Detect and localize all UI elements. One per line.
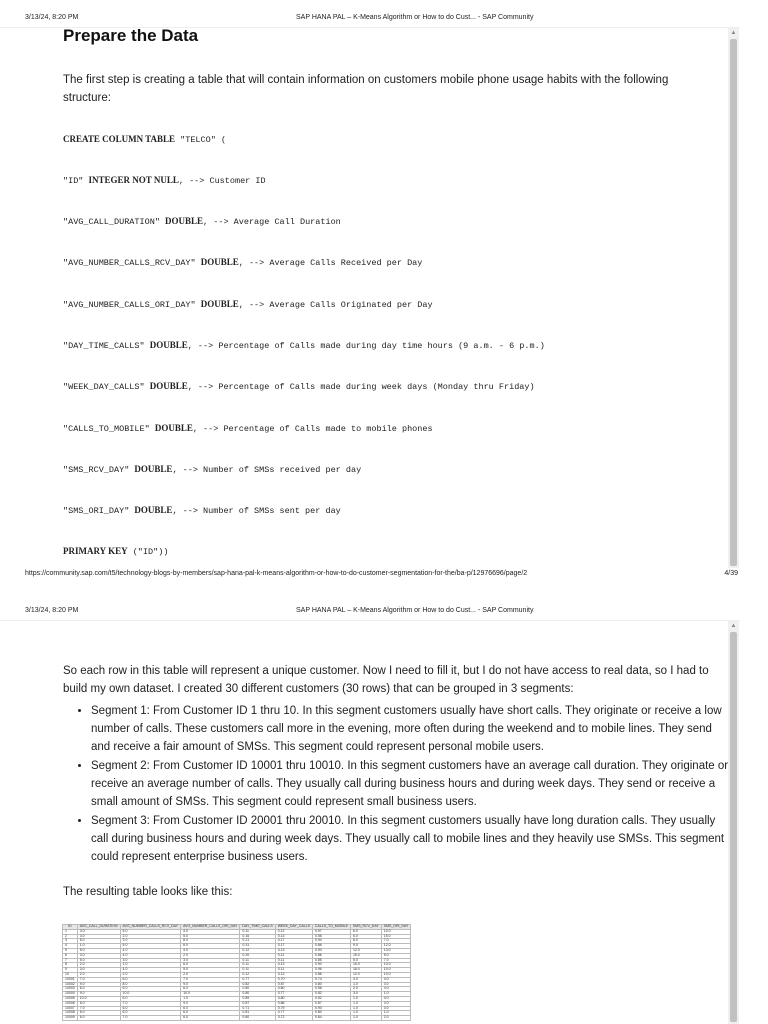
table-cell: 6.0	[77, 1001, 120, 1006]
section-heading: Prepare the Data	[63, 26, 199, 45]
code-line	[63, 423, 433, 434]
code-line	[63, 134, 226, 145]
table-cell: 0.86	[312, 958, 350, 963]
code-identifier: "AVG_CALL_DURATION"	[63, 217, 166, 227]
table-cell: 4.0	[381, 996, 411, 1001]
table-cell: 0.87	[240, 1001, 275, 1006]
segment-list	[63, 702, 731, 867]
table-cell: 3.0	[120, 939, 181, 944]
table-cell: 0.80	[312, 982, 350, 987]
code-line	[63, 216, 341, 227]
table-cell: 0.56	[312, 934, 350, 939]
table-cell: 5.0	[181, 934, 240, 939]
table-cell: 3.0	[350, 992, 381, 997]
footer-page-number: 4/39	[724, 570, 738, 577]
header-title: SAP HANA PAL – K-Means Algorithm or How to do Cust... - SAP Community	[296, 14, 534, 21]
code-keyword: DOUBLE	[200, 299, 239, 309]
table-cell: 3.0	[77, 934, 120, 939]
table-cell: 4.0	[120, 948, 181, 953]
table-cell: 3.0	[77, 953, 120, 958]
table-header-cell: DAY_TIME_CALLS	[240, 925, 275, 930]
table-cell: 10004	[63, 992, 78, 997]
table-cell: 0.11	[240, 958, 275, 963]
table-cell: 0.12	[240, 948, 275, 953]
segment-item: • Segment 2: From Customer ID 10001 thru 10010. In this segment customers have an average call duration. They originate or receive an average number of calls. They usually call during business hours and during week days. They send or receive a small amount of SMSs. This segment could represent small business users.	[91, 757, 731, 811]
table-cell: 0.12	[275, 929, 312, 934]
table-cell: 7.0	[77, 977, 120, 982]
code-line	[63, 257, 422, 268]
table-header-cell: CALLS_TO_MOBILE	[312, 925, 350, 930]
table-cell: 0.31	[240, 944, 275, 949]
table-cell: 16.0	[350, 968, 381, 973]
code-keyword: DOUBLE	[149, 381, 188, 391]
table-cell: 0.87	[312, 1001, 350, 1006]
table-cell: 5.0	[350, 958, 381, 963]
table-cell: 10008	[63, 1011, 78, 1016]
table-cell: 13.0	[381, 948, 411, 953]
table-cell: 1.0	[350, 1011, 381, 1016]
table-cell: 3.0	[77, 929, 120, 934]
table-cell: 5.0	[77, 958, 120, 963]
code-line	[63, 464, 361, 475]
table-cell: 0.80	[240, 1016, 275, 1021]
table-cell: 5.0	[77, 948, 120, 953]
table-cell: 7	[63, 958, 78, 963]
table-cell: 0.84	[312, 1016, 350, 1021]
table-cell: 15.0	[381, 934, 411, 939]
code-line	[63, 381, 535, 392]
table-cell: 7.0	[181, 977, 240, 982]
table-cell: 5.0	[181, 968, 240, 973]
table-cell: 0.11	[240, 968, 275, 973]
table-cell: 0.13	[275, 963, 312, 968]
code-keyword: DOUBLE	[200, 257, 239, 267]
table-cell: 12.0	[350, 948, 381, 953]
scroll-up-arrow-icon[interactable]: ▲	[730, 623, 737, 629]
table-cell: 10009	[63, 1016, 78, 1021]
code-line	[63, 505, 341, 516]
table-cell: 10.0	[181, 992, 240, 997]
table-cell: 0.11	[275, 968, 312, 973]
table-cell: 10	[63, 972, 78, 977]
table-header-cell: AVG_NUMBER_CALLS_ORI_DAY	[181, 925, 240, 930]
code-identifier: "AVG_NUMBER_CALLS_RCV_DAY"	[63, 258, 201, 268]
table-cell: 6.0	[120, 1006, 181, 1011]
table-cell: 0.94	[312, 939, 350, 944]
table-cell: 2.0	[77, 963, 120, 968]
table-header-cell: SMS_ORI_DAY	[381, 925, 411, 930]
table-cell: 0.71	[240, 1006, 275, 1011]
code-line	[63, 175, 266, 186]
table-cell: 0.96	[312, 968, 350, 973]
table-cell: 6.0	[181, 944, 240, 949]
code-keyword: DOUBLE	[149, 340, 188, 350]
table-cell: 6.0	[181, 1011, 240, 1016]
table-cell: 10003	[63, 987, 78, 992]
table-cell: 9	[63, 968, 78, 973]
table-header-cell: AVG_NUMBER_CALLS_RCV_DAY	[120, 925, 181, 930]
code-keyword: INTEGER NOT NULL	[88, 175, 179, 185]
table-cell: 6.0	[350, 934, 381, 939]
code-comment: , --> Percentage of Calls made to mobile phones	[192, 424, 433, 434]
code-comment: , --> Customer ID	[178, 176, 266, 186]
table-cell: 7.0	[381, 939, 411, 944]
scrollbar[interactable]	[728, 28, 739, 568]
table-cell: 3.0	[181, 958, 240, 963]
table-cell: 0.80	[240, 987, 275, 992]
table-cell: 0.80	[275, 996, 312, 1001]
table-cell: 4.0	[350, 977, 381, 982]
code-identifier: "WEEK_DAY_CALLS"	[63, 382, 150, 392]
table-cell: 10005	[63, 996, 78, 1001]
table-cell: 6.0	[120, 977, 181, 982]
page-divider	[0, 620, 740, 621]
table-cell: 1.0	[350, 982, 381, 987]
table-cell: 0.90	[312, 963, 350, 968]
table-cell: 9.0	[77, 982, 120, 987]
footer-url: https://community.sap.com/t5/technology-blogs-by-members/sap-hana-pal-k-means-algorithm-or-how-to-do-customer-segmentation-for-the/ba-p/12976696/page/2	[25, 570, 528, 577]
table-cell: 4.0	[120, 953, 181, 958]
table-cell: 8.0	[120, 982, 181, 987]
code-comment: , --> Number of SMSs sent per day	[172, 506, 341, 516]
table-cell: 0.90	[312, 1006, 350, 1011]
table-cell: 3.0	[381, 1001, 411, 1006]
table-cell: 3.0	[381, 1006, 411, 1011]
table-cell: 6.0	[181, 987, 240, 992]
table-cell: 2.0	[381, 1016, 411, 1021]
code-keyword: DOUBLE	[134, 464, 173, 474]
table-cell: 0.13	[275, 948, 312, 953]
table-cell: 10.0	[77, 996, 120, 1001]
table-cell: 5.0	[381, 953, 411, 958]
table-cell: 0.72	[275, 1016, 312, 1021]
table-cell: 0.12	[240, 972, 275, 977]
table-cell: 4.0	[120, 968, 181, 973]
table-cell: 9.0	[77, 992, 120, 997]
table-cell: 10007	[63, 1006, 78, 1011]
table-cell: 1.0	[381, 992, 411, 997]
scroll-up-arrow-icon[interactable]: ▲	[730, 30, 737, 36]
table-cell: 4	[63, 944, 78, 949]
table-cell: 4.0	[381, 987, 411, 992]
table-cell: 0.21	[240, 939, 275, 944]
table-cell: 5.0	[120, 944, 181, 949]
table-cell: 10.0	[381, 972, 411, 977]
table-cell: 3.0	[77, 968, 120, 973]
code-identifier: "CALLS_TO_MOBILE"	[63, 424, 155, 434]
table-cell: 1.0	[350, 1006, 381, 1011]
table-cell: 0.97	[312, 929, 350, 934]
table-cell: 10001	[63, 977, 78, 982]
table-cell: 15.0	[350, 963, 381, 968]
code-line	[63, 299, 433, 310]
table-cell: 1.0	[120, 963, 181, 968]
result-paragraph: The resulting table looks like this:	[63, 886, 233, 898]
code-comment: , --> Average Calls Originated per Day	[238, 300, 433, 310]
table-cell: 0.94	[312, 948, 350, 953]
table-cell: 10.0	[381, 963, 411, 968]
scrollbar-thumb[interactable]	[730, 39, 737, 566]
table-cell: 6	[63, 953, 78, 958]
table-cell: 9.0	[181, 1001, 240, 1006]
table-cell: 0.11	[240, 929, 275, 934]
code-comment: , --> Average Calls Received per Day	[238, 258, 423, 268]
table-cell: 2.0	[120, 934, 181, 939]
table-cell: 1.0	[77, 944, 120, 949]
table-cell: 2.0	[181, 972, 240, 977]
table-cell: 0.77	[275, 1011, 312, 1016]
code-line	[63, 546, 168, 557]
table-cell: 4.0	[181, 929, 240, 934]
table-cell: 0.11	[275, 953, 312, 958]
table-header-cell: SMS_RCV_DAY	[350, 925, 381, 930]
table-cell: 5.0	[77, 939, 120, 944]
table-cell: 0.81	[240, 1011, 275, 1016]
table-cell: 0.86	[312, 953, 350, 958]
table-cell: 0.80	[240, 992, 275, 997]
table-cell: 10006	[63, 1001, 78, 1006]
table-cell: 0.16	[240, 934, 275, 939]
table-cell: 7.0	[381, 958, 411, 963]
code-line	[63, 340, 545, 351]
table-cell: 2.0	[77, 972, 120, 977]
dataset-paragraph: So each row in this table will represent a unique customer. Now I need to fill it, but I do not have access to real data, so I had to build my own dataset. I created 30 different customers (30 rows) that can be grouped in 3 segments:	[63, 665, 709, 695]
table-cell: 6.0	[77, 987, 120, 992]
table-cell: 6.0	[77, 1011, 120, 1016]
table-cell: 9.0	[181, 982, 240, 987]
header-datetime: 3/13/24, 8:20 PM	[25, 14, 79, 21]
table-cell: 0.11	[275, 958, 312, 963]
table-cell: 0.79	[275, 1006, 312, 1011]
table-cell: 0.82	[312, 992, 350, 997]
table-cell: 6.0	[181, 1016, 240, 1021]
table-cell: 2.0	[181, 953, 240, 958]
table-cell: 3	[63, 939, 78, 944]
table-cell: 0.13	[275, 934, 312, 939]
table-cell: 7.0	[120, 1016, 181, 1021]
table-cell: 1.0	[350, 996, 381, 1001]
table-cell: 0.11	[240, 963, 275, 968]
table-cell: 1.0	[181, 996, 240, 1001]
table-cell: 3.0	[381, 982, 411, 987]
segment-item: • Segment 1: From Customer ID 1 thru 10. In this segment customers usually have short calls. They originate or receive a low number of calls. These customers call more in the evening, more often during the weekend and to mobile lines. They send and receive a fair amount of SMSs. This segment could represent personal mobile users.	[91, 702, 731, 756]
code-identifier: "SMS_ORI_DAY"	[63, 506, 135, 516]
code-comment: , --> Number of SMSs received per day	[172, 465, 362, 475]
print-header-2	[0, 607, 768, 617]
table-cell: 6.0	[350, 929, 381, 934]
print-footer	[0, 570, 768, 580]
header-datetime: 3/13/24, 8:20 PM	[25, 607, 79, 614]
table-cell: 6.0	[181, 1006, 240, 1011]
table-cell: 0.13	[275, 972, 312, 977]
code-comment: , --> Percentage of Calls made during week days (Monday thru Friday)	[187, 382, 535, 392]
table-cell: 10.0	[120, 992, 181, 997]
table-cell: 6.0	[120, 987, 181, 992]
table-cell: 8.0	[181, 939, 240, 944]
table-cell: 7.0	[77, 1006, 120, 1011]
table-cell: 12.0	[381, 944, 411, 949]
table-cell: 2.0	[350, 987, 381, 992]
table-cell: 0.86	[275, 1001, 312, 1006]
table-cell: 0.52	[312, 996, 350, 1001]
table-cell: 9.0	[350, 944, 381, 949]
table-cell: 0.86	[312, 972, 350, 977]
table-cell: 6.0	[181, 963, 240, 968]
code-keyword: DOUBLE	[134, 505, 173, 515]
table-cell: 0.80	[275, 987, 312, 992]
table-cell: 0.77	[240, 977, 275, 982]
code-keyword: DOUBLE	[165, 216, 204, 226]
code-identifier: "DAY_TIME_CALLS"	[63, 341, 150, 351]
table-cell: 8	[63, 963, 78, 968]
table-cell: 2.0	[120, 972, 181, 977]
table-cell: 0.70	[275, 977, 312, 982]
table-cell: 0.74	[312, 977, 350, 982]
table-cell: 0.89	[240, 996, 275, 1001]
table-cell: 6.0	[350, 939, 381, 944]
table-cell: 3.0	[120, 958, 181, 963]
code-keyword: PRIMARY KEY	[63, 546, 128, 556]
table-cell: 0.56	[312, 987, 350, 992]
scrollbar-thumb[interactable]	[730, 632, 737, 1022]
table-cell: 5	[63, 948, 78, 953]
data-table	[62, 924, 411, 1021]
code-identifier: "ID"	[63, 176, 89, 186]
header-title: SAP HANA PAL – K-Means Algorithm or How to do Cust... - SAP Community	[296, 607, 534, 614]
table-header-cell: WEEK_DAY_CALLS	[275, 925, 312, 930]
table-cell: 0.80	[312, 1011, 350, 1016]
intro-paragraph: The first step is creating a table that will contain information on customers mobile phone usage habits with the following structure:	[63, 74, 669, 104]
table-cell: 5.0	[120, 929, 181, 934]
code-comment: ("ID"))	[127, 547, 169, 557]
table-cell: 1.0	[381, 1011, 411, 1016]
table-cell: 0.82	[240, 982, 275, 987]
table-cell: 10002	[63, 982, 78, 987]
table-header-cell: ID	[63, 925, 78, 930]
table-row	[63, 1016, 411, 1021]
table-cell: 0.87	[275, 982, 312, 987]
code-comment: "TELCO" (	[175, 135, 227, 145]
code-keyword: DOUBLE	[154, 423, 193, 433]
table-cell: 1	[63, 929, 78, 934]
table-cell: 1.0	[350, 1001, 381, 1006]
code-identifier: "AVG_NUMBER_CALLS_ORI_DAY"	[63, 300, 201, 310]
table-cell: 6.0	[120, 1011, 181, 1016]
code-comment: , --> Percentage of Calls made during day time hours (9 a.m. - 6 p.m.)	[187, 341, 545, 351]
table-cell: 6.0	[77, 1016, 120, 1021]
print-header	[0, 14, 768, 24]
table-cell: 15.0	[350, 953, 381, 958]
table-header-cell: AVG_CALL_DURATION	[77, 925, 120, 930]
table-cell: 4.0	[181, 948, 240, 953]
table-cell: 0.17	[275, 944, 312, 949]
table-cell: 2	[63, 934, 78, 939]
table-cell: 0.17	[275, 939, 312, 944]
table-cell: 7.0	[120, 1001, 181, 1006]
table-cell: 0.20	[240, 953, 275, 958]
table-cell: 0.86	[312, 944, 350, 949]
table-cell: 10.0	[381, 968, 411, 973]
code-identifier: "SMS_RCV_DAY"	[63, 465, 135, 475]
table-cell: 4.0	[381, 977, 411, 982]
table-cell: 12.0	[350, 972, 381, 977]
table-cell: 10.0	[381, 929, 411, 934]
segment-item: • Segment 3: From Customer ID 20001 thru 20010. In this segment customers usually have long duration calls. They usually call during business hours and during week days. They usually call to mobile lines and they heavily use SMSs. This segment could represent enterprise business users.	[91, 812, 731, 866]
table-cell: 1.0	[350, 1016, 381, 1021]
table-cell: 6.0	[120, 996, 181, 1001]
code-comment: , --> Average Call Duration	[203, 217, 341, 227]
code-keyword: CREATE COLUMN TABLE	[63, 134, 176, 144]
table-cell: 0.77	[275, 992, 312, 997]
